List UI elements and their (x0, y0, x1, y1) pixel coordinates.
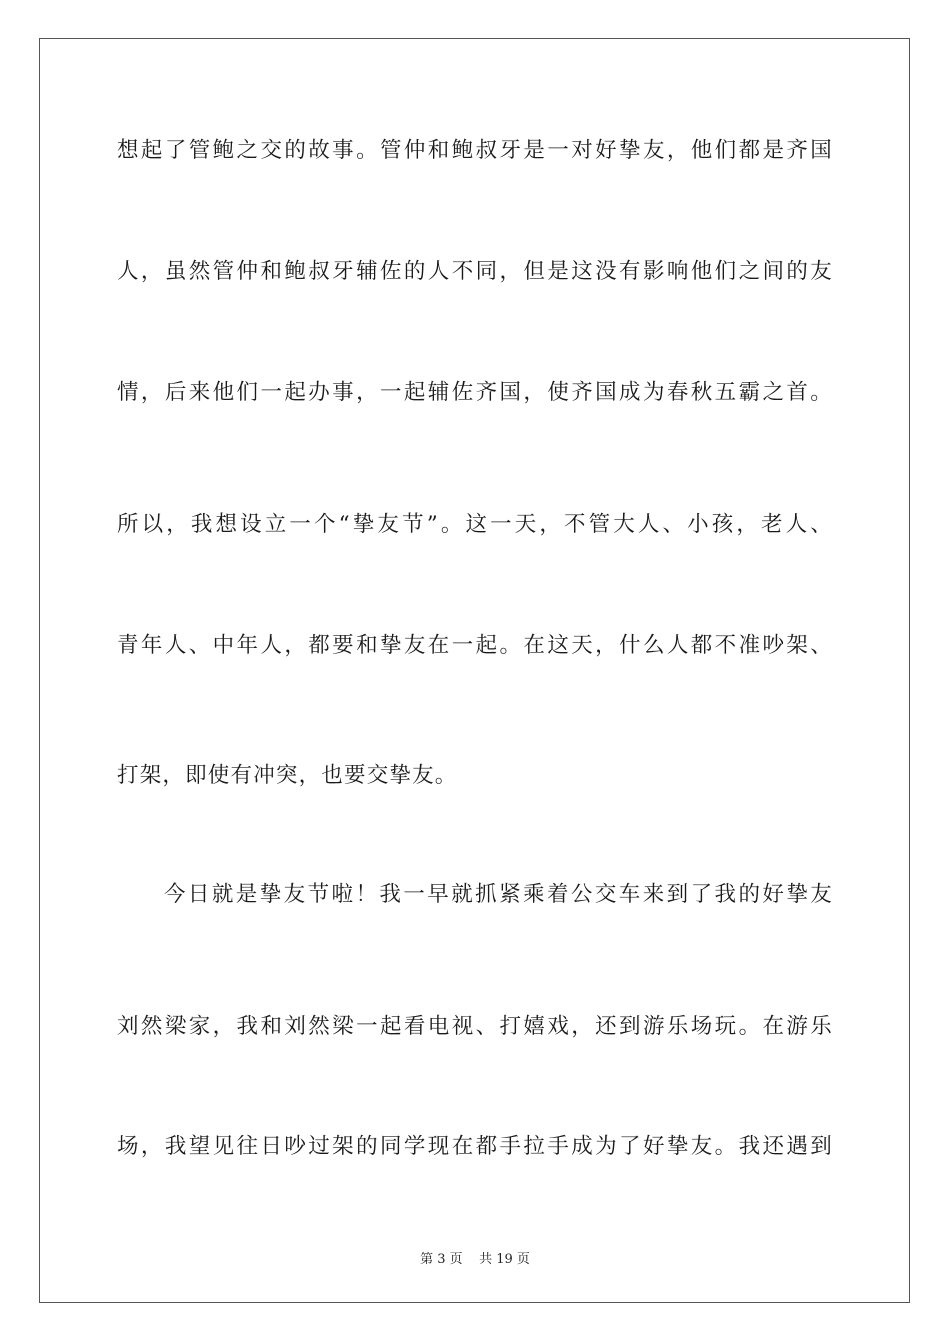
paragraph-line-4: 所以，我想设立一个“挚友节”。这一天，不管大人、小孩，老人、 (117, 512, 833, 537)
page-border (39, 38, 910, 1303)
paragraph-line-8: 刘然梁家，我和刘然梁一起看电视、打嬉戏，还到游乐场玩。在游乐 (117, 1014, 833, 1039)
paragraph-line-3: 情，后来他们一起办事，一起辅佐齐国，使齐国成为春秋五霸之首。 (117, 380, 833, 405)
paragraph-line-9: 场，我望见往日吵过架的同学现在都手拉手成为了好挚友。我还遇到 (117, 1134, 833, 1159)
paragraph-line-7: 今日就是挚友节啦！我一早就抓紧乘着公交车来到了我的好挚友 (164, 882, 833, 907)
paragraph-line-2: 人，虽然管仲和鲍叔牙辅佐的人不同，但是这没有影响他们之间的友 (117, 259, 833, 284)
page-number-footer: 第 3 页 共 19 页 (420, 1252, 530, 1267)
paragraph-line-5: 青年人、中年人，都要和挚友在一起。在这天，什么人都不准吵架、 (117, 633, 833, 658)
paragraph-line-1: 想起了管鲍之交的故事。管仲和鲍叔牙是一对好挚友，他们都是齐国 (117, 138, 833, 163)
paragraph-line-6: 打架，即使有冲突，也要交挚友。 (117, 763, 458, 788)
